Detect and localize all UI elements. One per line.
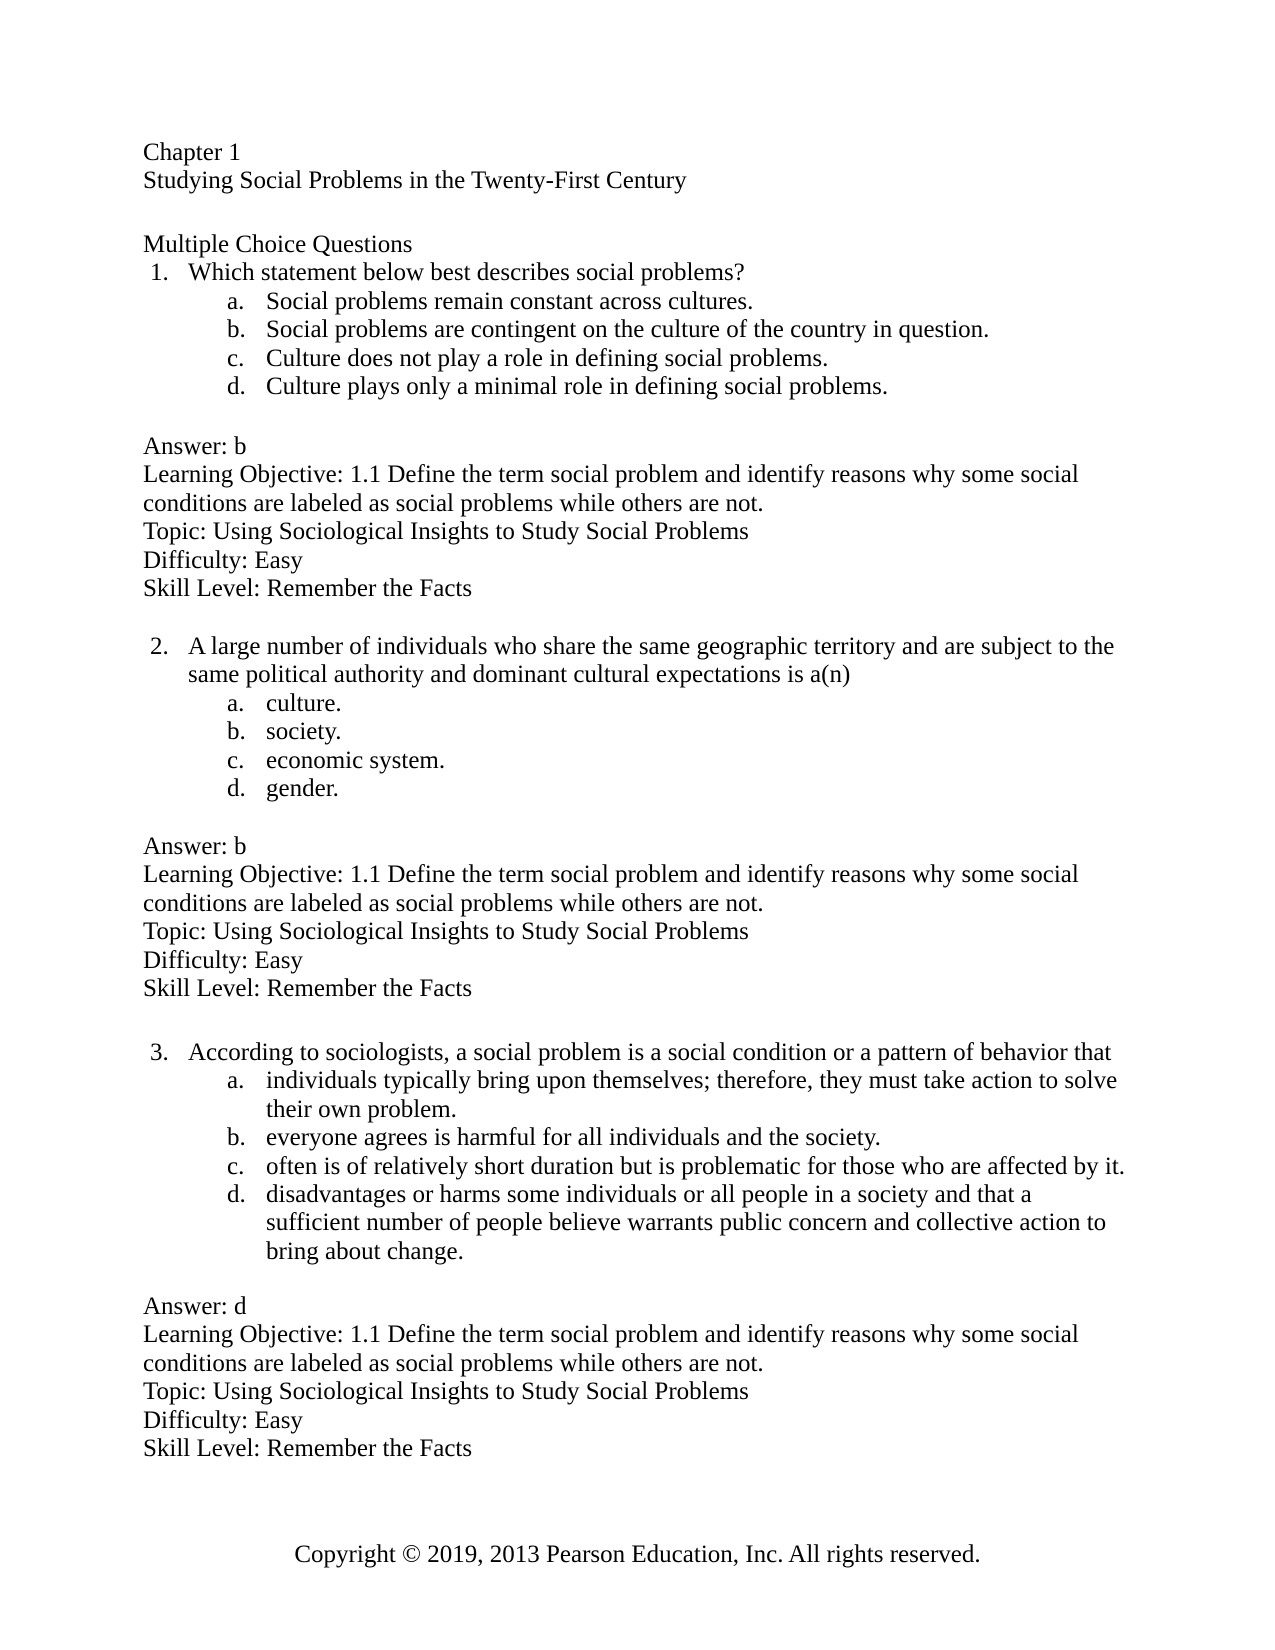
answer-line: Answer: b: [143, 433, 247, 460]
topic-line: Topic: Using Sociological Insights to Study Social Problems: [143, 918, 749, 946]
option-b: [143, 316, 1223, 344]
learning-objective-continuation: conditions are labeled as social problems while others are not.: [143, 889, 764, 917]
option-text: Social problems remain constant across cultures.: [266, 287, 754, 315]
option-letter: a.: [227, 689, 245, 717]
option-a: [143, 1067, 1223, 1095]
option-c: [143, 345, 1223, 373]
option-text: individuals typically bring upon themselves; therefore, they must take action to solve: [266, 1067, 1118, 1095]
question-stem-text: Which statement below best describes social problems?: [188, 259, 745, 287]
question-stem-text: According to sociologists, a social problem is a social condition or a pattern of behavior that: [188, 1039, 1112, 1066]
option-text: gender.: [266, 774, 339, 802]
option-text: society.: [266, 718, 342, 746]
question-number: 3.: [150, 1039, 169, 1066]
option-c: [143, 1153, 1223, 1181]
option-letter: c.: [227, 344, 245, 372]
option-a: [143, 690, 1223, 718]
option-text: Culture plays only a minimal role in defining social problems.: [266, 372, 889, 400]
learning-objective-continuation: conditions are labeled as social problems while others are not.: [143, 1349, 764, 1377]
option-b: [143, 1124, 1223, 1152]
chapter-label: Chapter 1: [143, 139, 241, 166]
option-d: [143, 775, 1223, 803]
option-d: [143, 1181, 1223, 1209]
question-number: 2.: [150, 633, 169, 660]
option-letter: c.: [227, 746, 245, 774]
question-2-meta-block: [143, 833, 1223, 1003]
question-stem: [143, 633, 1223, 661]
difficulty-line: Difficulty: Easy: [143, 1406, 303, 1434]
skill-level-line: Skill Level: Remember the Facts: [143, 974, 473, 1002]
option-letter: a.: [227, 287, 245, 315]
learning-objective-line: Learning Objective: 1.1 Define the term social problem and identify reasons why some social: [143, 1321, 1079, 1349]
question-stem-text: A large number of individuals who share the same geographic territory and are subject to the: [188, 633, 1115, 660]
learning-objective-line: Learning Objective: 1.1 Define the term social problem and identify reasons why some social: [143, 461, 1079, 489]
option-text: economic system.: [266, 746, 446, 774]
topic-line: Topic: Using Sociological Insights to Study Social Problems: [143, 1378, 749, 1406]
skill-level-line: Skill Level: Remember the Facts: [143, 574, 473, 602]
question-1-meta-block: [143, 433, 1223, 603]
option-d: [143, 373, 1223, 401]
option-letter: b.: [227, 316, 246, 344]
learning-objective-line: Learning Objective: 1.1 Define the term social problem and identify reasons why some social: [143, 861, 1079, 889]
question-stem: [143, 1039, 1223, 1067]
title-block: [143, 139, 1223, 196]
question-number: 1.: [150, 259, 169, 287]
topic-line: Topic: Using Sociological Insights to Study Social Problems: [143, 518, 749, 546]
option-text: Social problems are contingent on the culture of the country in question.: [266, 316, 990, 344]
option-text: culture.: [266, 689, 342, 717]
option-letter: a.: [227, 1067, 245, 1095]
option-text: everyone agrees is harmful for all individuals and the society.: [266, 1124, 881, 1152]
question-1-block: [143, 231, 1223, 401]
question-stem: [143, 259, 1223, 287]
option-a: [143, 288, 1223, 316]
option-letter: d.: [227, 774, 246, 802]
option-c: [143, 747, 1223, 775]
difficulty-line: Difficulty: Easy: [143, 946, 303, 974]
footer-copyright: Copyright © 2019, 2013 Pearson Education, Inc. All rights reserved.: [294, 1541, 981, 1568]
skill-level-line: Skill Level: Remember the Facts: [143, 1434, 473, 1462]
section-heading: Multiple Choice Questions: [143, 231, 413, 258]
answer-line: Answer: b: [143, 833, 247, 860]
question-stem-continuation: same political authority and dominant cultural expectations is a(n): [188, 661, 851, 689]
option-a-continuation: their own problem.: [266, 1095, 457, 1123]
question-3-meta-block: [143, 1293, 1223, 1463]
difficulty-line: Difficulty: Easy: [143, 546, 303, 574]
option-text: often is of relatively short duration but is problematic for those who are affected by it.: [266, 1152, 1126, 1180]
option-letter: b.: [227, 718, 246, 746]
option-letter: d.: [227, 372, 246, 400]
question-2-block: [143, 633, 1223, 803]
option-letter: b.: [227, 1124, 246, 1152]
option-text: disadvantages or harms some individuals or all people in a society and that a: [266, 1180, 1032, 1208]
answer-line: Answer: d: [143, 1293, 247, 1320]
option-letter: c.: [227, 1152, 245, 1180]
chapter-title: Studying Social Problems in the Twenty-First Century: [143, 167, 687, 195]
option-letter: d.: [227, 1180, 246, 1208]
option-d-continuation: bring about change.: [266, 1237, 464, 1265]
learning-objective-continuation: conditions are labeled as social problems while others are not.: [143, 489, 764, 517]
option-b: [143, 718, 1223, 746]
option-d-continuation: sufficient number of people believe warrants public concern and collective action to: [266, 1209, 1107, 1237]
option-text: Culture does not play a role in defining social problems.: [266, 344, 829, 372]
question-3-block: [143, 1039, 1223, 1266]
